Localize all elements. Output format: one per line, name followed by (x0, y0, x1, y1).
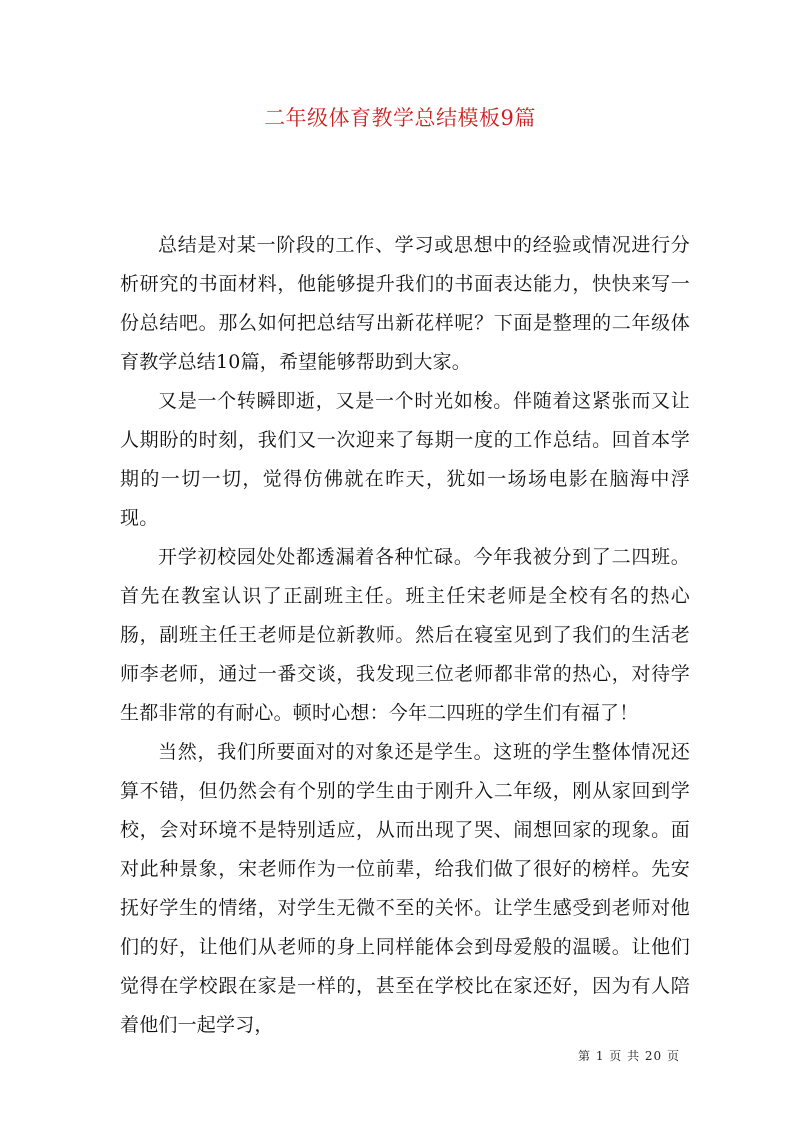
document-title: 二年级体育教学总结模板9篇 (264, 106, 536, 130)
paragraph-intro: 总结是对某一阶段的工作、学习或思想中的经验或情况进行分析研究的书面材料，他能够提升我们的书面表达能力，快快来写一份总结吧。那么如何把总结写出新花样呢？下面是整理的二年级体育教学总结10篇，希望能够帮助到大家。 (120, 234, 690, 373)
paragraph-students: 当然，我们所要面对的对象还是学生。这班的学生整体情况还算不错，但仍然会有个别的学生由于刚升入二年级，刚从家回到学校，会对环境不是特别适应，从而出现了哭、闹想回家的现象。面对此种景象，宋老师作为一位前辈，给我们做了很好的榜样。先安抚好学生的情绪，对学生无微不至的关怀。让学生感受到老师对他们的好，让他们从老师的身上同样能体会到母爱般的温暖。让他们觉得在学校跟在家是一样的，甚至在学校比在家还好，因为有人陪着他们一起学习， (120, 741, 690, 1036)
paragraph-semester-start: 开学初校园处处都透漏着各种忙碌。今年我被分到了二四班。首先在教室认识了正副班主任。班主任宋老师是全校有名的热心肠，副班主任王老师是位新教师。然后在寝室见到了我们的生活老师李老师，通过一番交谈，我发现三位老师都非常的热心，对待学生都非常的有耐心。顿时心想：今年二四班的学生们有福了！ (120, 546, 690, 724)
document-body (120, 226, 690, 1045)
page-number: 第 1 页 共 20 页 (578, 1049, 680, 1063)
paragraph-reflection: 又是一个转瞬即逝，又是一个时光如梭。伴随着这紧张而又让人期盼的时刻，我们又一次迎来了每期一度的工作总结。回首本学期的一切一切，觉得仿佛就在昨天，犹如一场场电影在脑海中浮现。 (120, 390, 690, 529)
